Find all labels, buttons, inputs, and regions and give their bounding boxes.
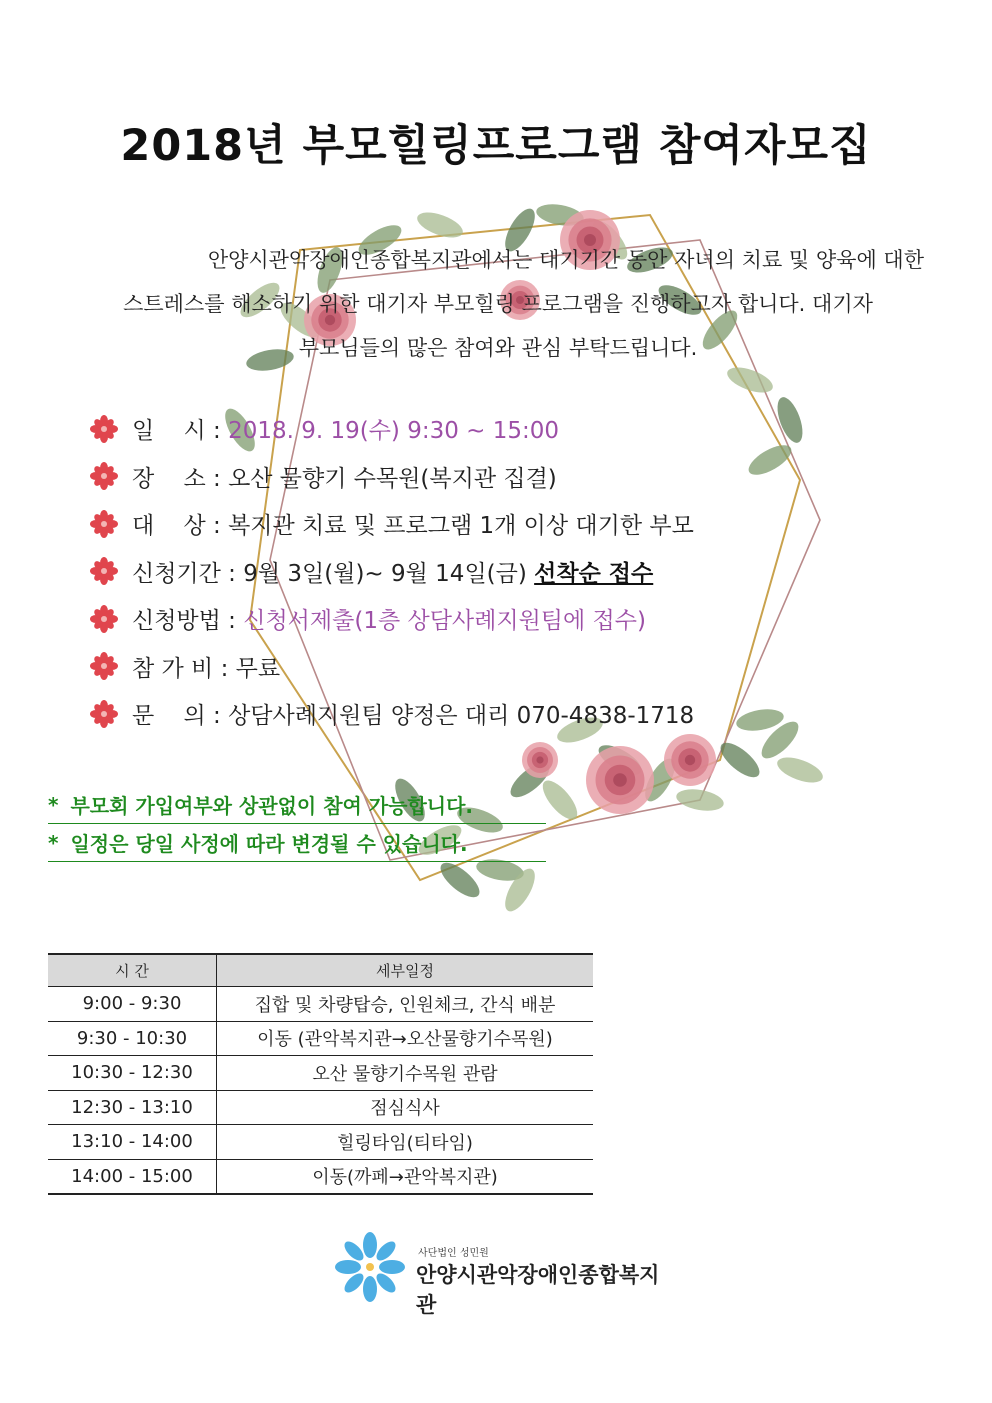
detail-cell: 점심식사 (217, 1090, 594, 1125)
table-row (48, 1021, 593, 1056)
table-row (48, 987, 593, 1022)
note-text: 부모회 가입여부와 상관없이 참여 가능합니다. (70, 794, 473, 818)
time-cell: 9:00 - 9:30 (48, 987, 217, 1022)
time-cell: 9:30 - 10:30 (48, 1021, 217, 1056)
info-label: 대 상 : (132, 513, 229, 540)
note-text: 일정은 당일 사정에 따라 변경될 수 있습니다. (70, 832, 468, 856)
info-row-contact (90, 690, 850, 738)
info-list (90, 405, 850, 738)
flower-bullet-icon (90, 652, 118, 680)
info-emphasis: 선착순 접수 (534, 560, 654, 587)
logo-name: 안양시관악장애인종합복지관 (416, 1263, 660, 1317)
note-item (48, 786, 546, 824)
leaf-shape (675, 786, 726, 814)
info-label: 장 소 : (132, 465, 229, 492)
note-item (48, 824, 546, 862)
info-value: 9월 3일(월)~ 9월 14일(금) (243, 560, 535, 587)
info-label: 문 의 : (132, 703, 229, 730)
intro-line-1: 안양시관악장애인종합복지관에서는 대기기간 동안 자녀의 치료 및 양육에 대한 (207, 248, 924, 272)
intro-line-2: 스트레스를 해소하기 위한 대기자 부모힐링 프로그램을 진행하고자 합니다. 대기자 (123, 292, 873, 316)
note-mark: * (48, 830, 59, 855)
table-row (48, 1159, 593, 1194)
time-cell: 14:00 - 15:00 (48, 1159, 217, 1194)
info-label: 참 가 비 : (132, 655, 236, 682)
schedule-table (48, 953, 593, 1195)
note-mark: * (48, 792, 59, 817)
rose-shape (664, 734, 716, 786)
info-value: 오산 물향기 수목원(복지관 집결) (228, 465, 557, 492)
flower-logo-icon (332, 1231, 408, 1303)
flower-bullet-icon (90, 700, 118, 728)
column-header: 세부일정 (217, 954, 594, 987)
info-row-period (90, 548, 850, 596)
flower-bullet-icon (90, 557, 118, 585)
table-row (48, 1125, 593, 1160)
info-label: 신청기간 : (132, 560, 244, 587)
info-row-date (90, 405, 850, 453)
table-row (48, 1056, 593, 1091)
leaf-shape (774, 752, 826, 787)
page-title: 2018년 부모힐링프로그램 참여자모집 (120, 121, 872, 171)
rose-shape (522, 742, 558, 778)
intro-line-3: 부모님들의 많은 참여와 관심 부탁드립니다. (298, 336, 698, 360)
notes (48, 786, 608, 862)
info-row-method (90, 595, 850, 643)
table-row (48, 1090, 593, 1125)
info-row-target (90, 500, 850, 548)
column-header: 시 간 (48, 954, 217, 987)
detail-cell: 이동 (관악복지관→오산물향기수목원) (217, 1021, 594, 1056)
table-header-row (48, 954, 593, 987)
info-value: 무료 (235, 655, 281, 682)
info-value: 상담사례지원팀 양정은 대리 070-4838-1718 (228, 703, 695, 730)
info-value: 복지관 치료 및 프로그램 1개 이상 대기한 부모 (228, 513, 694, 540)
info-value: 신청서제출(1층 상담사례지원팀에 접수) (243, 608, 646, 635)
info-value: 2018. 9. 19(수) 9:30 ~ 15:00 (228, 418, 560, 445)
time-cell: 12:30 - 13:10 (48, 1090, 217, 1125)
flower-bullet-icon (90, 462, 118, 490)
detail-cell: 이동(까페→관악복지관) (217, 1159, 594, 1194)
info-row-place (90, 453, 850, 501)
info-row-fee (90, 643, 850, 691)
detail-cell: 집합 및 차량탑승, 인원체크, 간식 배분 (217, 987, 594, 1022)
time-cell: 10:30 - 12:30 (48, 1056, 217, 1091)
organization-logo (332, 1231, 672, 1317)
logo-subtitle: 사단법인 성민원 (418, 1248, 489, 1259)
detail-cell: 오산 물향기수목원 관람 (217, 1056, 594, 1091)
flower-bullet-icon (90, 605, 118, 633)
info-label: 일 시 : (132, 418, 229, 445)
detail-cell: 힐링타임(티타임) (217, 1125, 594, 1160)
flower-bullet-icon (90, 510, 118, 538)
leaf-shape (715, 737, 765, 783)
intro-paragraph (72, 238, 924, 370)
time-cell: 13:10 - 14:00 (48, 1125, 217, 1160)
flower-bullet-icon (90, 415, 118, 443)
info-label: 신청방법 : (132, 608, 244, 635)
